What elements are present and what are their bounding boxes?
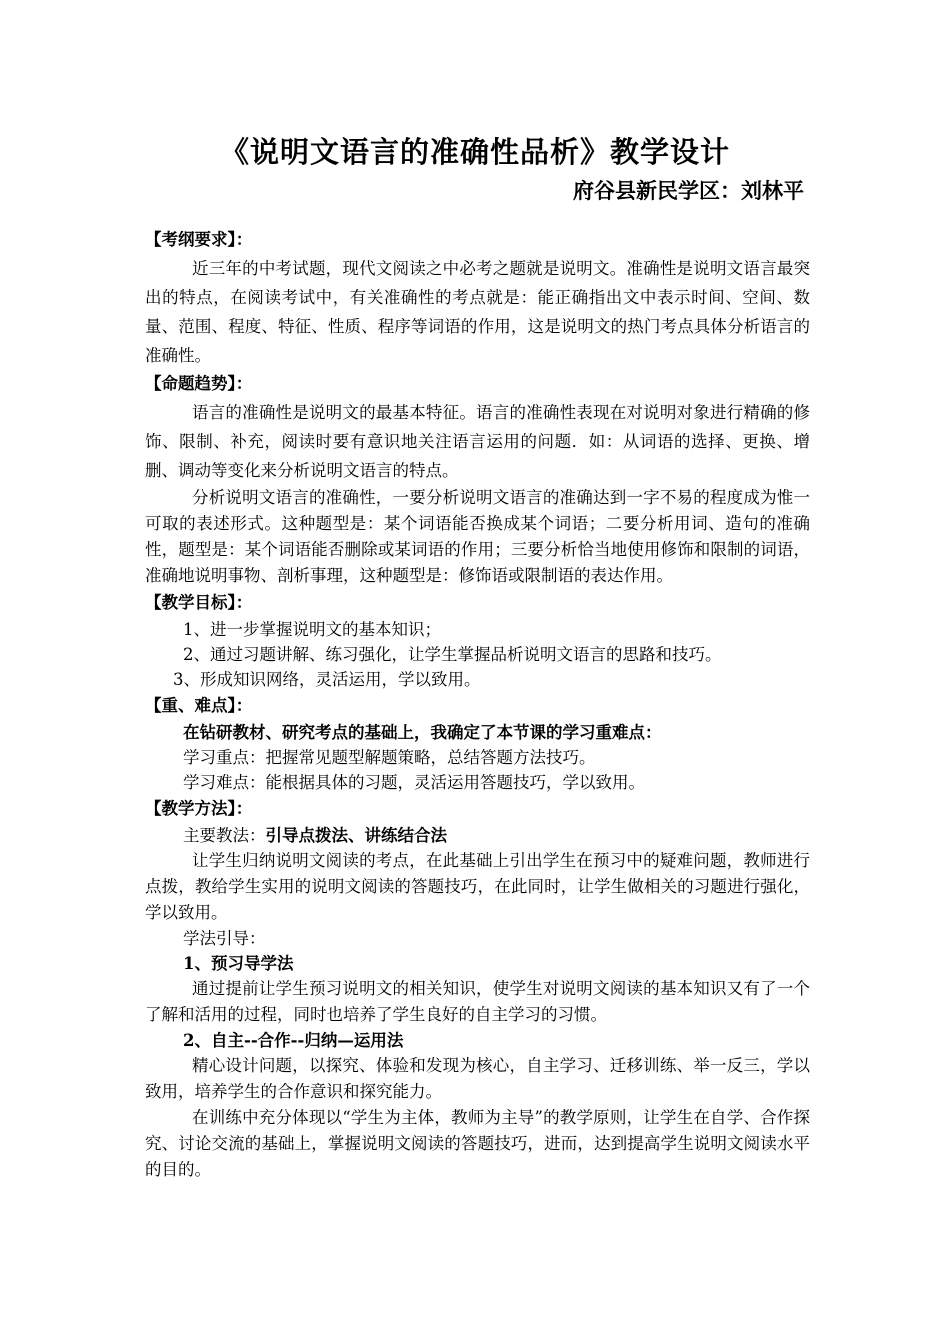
jiaofa-line xyxy=(145,823,810,848)
section-heading-qushi: 【命题趋势】： xyxy=(145,374,253,393)
jiaofa-value: 引导点拨法、讲练结合法 xyxy=(265,826,447,845)
page-title: 《说明文语言的准确性品析》教学设计 xyxy=(219,135,730,169)
xuefa-sub1-paragraph: 通过提前让学生预习说明文的相关知识，使学生对说明文阅读的基本知识又有了一个了解和活用的过程，同时也培养了学生良好的自主学习的习惯。 xyxy=(145,979,810,1024)
zhongdian-line: 学习重点：把握常见题型解题策略，总结答题方法技巧。 xyxy=(183,748,596,767)
author-line: 府谷县新民学区：刘林平 xyxy=(573,178,804,203)
section-heading-kaogang: 【考纲要求】： xyxy=(145,230,253,249)
goal-item-1: 1、进一步掌握说明文的基本知识； xyxy=(183,620,441,639)
xuefa-sub2-title: 2、自主--合作--归纳—运用法 xyxy=(183,1031,404,1050)
goal-item-3: 3、形成知识网络，灵活运用，学以致用。 xyxy=(173,670,481,689)
section-heading-fangfa: 【教学方法】： xyxy=(145,799,253,818)
kaogang-paragraph: 近三年的中考试题，现代文阅读之中必考之题就是说明文。准确性是说明文语言最突出的特点，在阅读考试中，有关准确性的考点就是：能正确指出文中表示时间、空间、数量、范围、程度、特征、性质、程序等词语的作用，这是说明文的热门考点具体分析语言的准确性。 xyxy=(145,259,810,365)
xuefa-sub2-paragraph-1: 精心设计问题，以探究、体验和发现为核心，自主学习、迁移训练、举一反三，学以致用，培养学生的合作意识和探究能力。 xyxy=(145,1056,810,1101)
nandian-line: 学习难点：能根据具体的习题，灵活运用答题技巧，学以致用。 xyxy=(183,773,645,792)
xuefa-sub1-title: 1、预习导学法 xyxy=(183,954,294,973)
xuefa-label: 学法引导： xyxy=(183,929,266,948)
section-heading-mubiao: 【教学目标】： xyxy=(145,593,253,612)
jiaofa-label: 主要教法： xyxy=(183,826,266,845)
qushi-paragraph-2: 分析说明文语言的准确性，一要分析说明文语言的准确达到一字不易的程度成为惟一可取的表述形式。这种题型是：某个词语能否换成某个词语；二要分析用词、造句的准确性，题型是：某个词语能否删除或某词语的作用；三要分析恰当地使用修饰和限制的词语，准确地说明事物、剖析事理，这种题型是：修饰语或限制语的表达作用。 xyxy=(145,488,810,585)
qushi-paragraph-1: 语言的准确性是说明文的最基本特征。语言的准确性表现在对说明对象进行精确的修饰、限制、补充，阅读时要有意识地关注语言运用的问题．如：从词语的选择、更换、增删、调动等变化来分析说明文语言的特点。 xyxy=(145,403,810,480)
xuefa-sub2-paragraph-2: 在训练中充分体现以“学生为主体，教师为主导”的教学原则，让学生在自学、合作探究、讨论交流的基础上，掌握说明文阅读的答题技巧，进而，达到提高学生说明文阅读水平的目的。 xyxy=(145,1108,810,1179)
document-body xyxy=(145,226,810,1183)
nandian-intro: 在钻研教材、研究考点的基础上，我确定了本节课的学习重难点： xyxy=(183,723,662,742)
goal-item-2: 2、通过习题讲解、练习强化，让学生掌握品析说明文语言的思路和技巧。 xyxy=(183,645,722,664)
fangfa-paragraph: 让学生归纳说明文阅读的考点，在此基础上引出学生在预习中的疑难问题，教师进行点拨，教给学生实用的说明文阅读的答题技巧，在此同时，让学生做相关的习题进行强化，学以致用。 xyxy=(145,851,810,922)
section-heading-nandian: 【重、难点】： xyxy=(145,696,253,715)
